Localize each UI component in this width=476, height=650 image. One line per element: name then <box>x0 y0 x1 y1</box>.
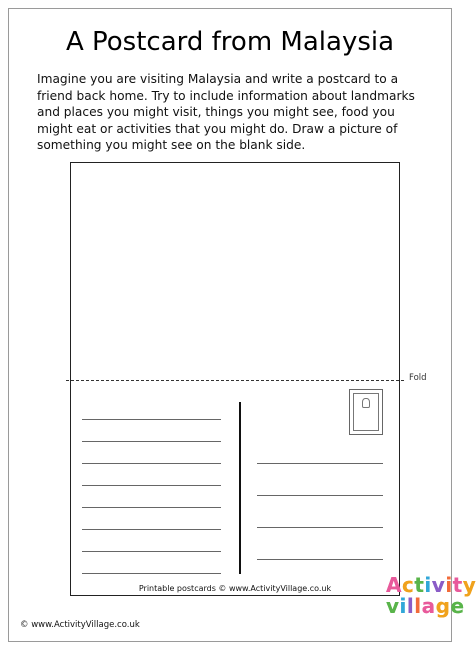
page-copyright: © www.ActivityVillage.co.uk <box>20 620 140 630</box>
message-line-8 <box>82 573 221 574</box>
message-line-1 <box>82 419 221 420</box>
message-line-3 <box>82 463 221 464</box>
logo-letter: y <box>462 573 476 597</box>
logo-letter: e <box>450 594 465 618</box>
logo-line-2 <box>386 595 465 617</box>
logo-letter: v <box>431 573 446 597</box>
logo-letter: t <box>452 573 463 597</box>
page-title: A Postcard from Malaysia <box>65 27 395 57</box>
message-line-7 <box>82 551 221 552</box>
logo-letter: l <box>406 594 415 618</box>
postcard-divider <box>239 402 241 574</box>
message-line-5 <box>82 507 221 508</box>
logo-letter: c <box>401 573 415 597</box>
address-line-4 <box>257 559 383 560</box>
address-line-3 <box>257 527 383 528</box>
fold-line <box>66 380 404 381</box>
stamp-box <box>349 389 383 435</box>
address-line-1 <box>257 463 383 464</box>
stamp-icon <box>353 393 379 431</box>
logo-letter: i <box>445 573 453 597</box>
logo-line-1 <box>386 574 476 596</box>
postcard-footer-note: Printable postcards © www.ActivityVillage.co.uk <box>138 584 332 593</box>
message-line-6 <box>82 529 221 530</box>
logo-letter: l <box>414 594 422 618</box>
logo-letter: g <box>435 594 451 618</box>
postcard-template <box>70 162 400 596</box>
logo-letter: i <box>399 594 407 618</box>
logo-letter: i <box>424 573 432 597</box>
address-line-2 <box>257 495 383 496</box>
message-line-4 <box>82 485 221 486</box>
activity-village-logo <box>386 573 476 632</box>
message-line-2 <box>82 441 221 442</box>
logo-letter: v <box>386 594 400 618</box>
stamp-mark-icon <box>362 398 370 408</box>
instructions-text: Imagine you are visiting Malaysia and write a postcard to a friend back home. Try to include information about landmarks and places you might visit, things you might see, food you might eat or activities that you might do. Draw a picture of something you might see on the blank side. <box>37 72 415 153</box>
logo-letter: t <box>414 573 425 597</box>
logo-letter: a <box>421 594 436 618</box>
fold-label: Fold <box>409 373 427 383</box>
logo-letter: A <box>386 573 402 597</box>
